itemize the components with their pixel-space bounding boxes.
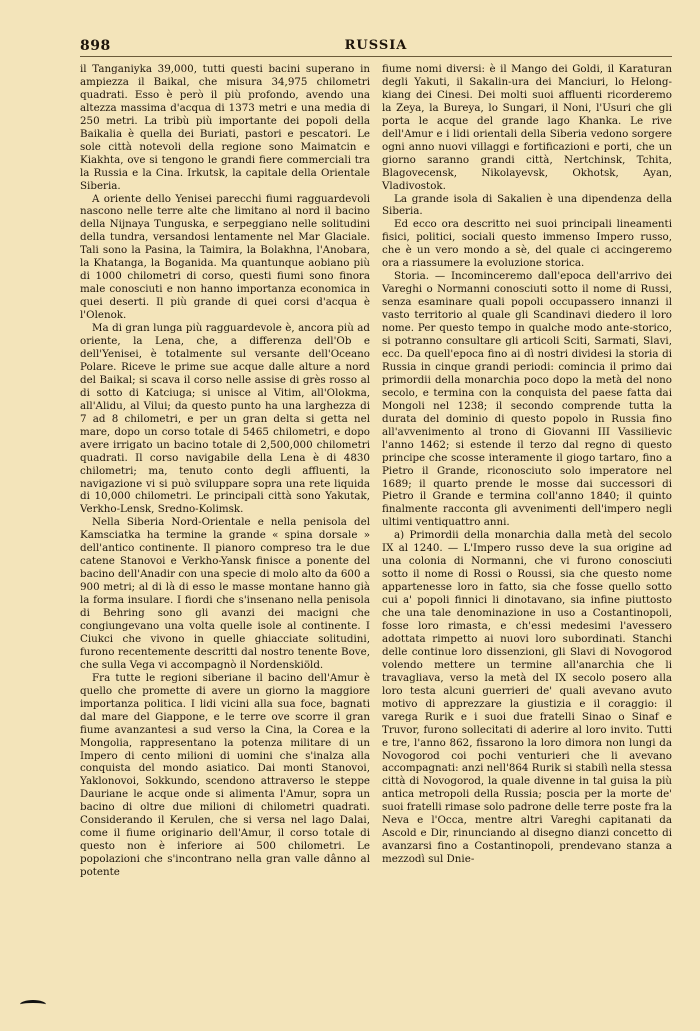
paragraph: La grande isola di Sakalien è una dipendenza della Siberia. [382, 192, 672, 218]
right-column [382, 63, 672, 998]
paragraph: Ed ecco ora descritto nei suoi principali lineamenti fisici, politici, sociali questo immenso Impero russo, che è un vero mondo a sè, del quale ci accingeremo ora a riassumere la evoluzione storica. [382, 218, 672, 270]
left-column [80, 63, 370, 998]
paragraph: a) Primordii della monarchia dalla metà del secolo IX al 1240. — L'Impero russo deve la sua origine ad una colonia di Normanni, che vi furono conosciuti sotto il nome di Rossi o Roussi, sia che questo nome appartenesse loro in fatto, sia che fosse quello sotto cui a' popoli finnici li dinotavano, sia infine piuttosto che una tale denominazione in uso a Costantinopoli, fosse loro rimasta, e ch'essi medesimi l'avessero adottata rimpetto ai nuovi loro subordinati. Stanchi delle continue loro dissenzioni, gli Slavi di Novogorod volendo mettere un termine all'anarchia che li travagliava, verso la metà del IX secolo posero alla loro testa alcuni guerrieri de' quali avevano avuto motivo di apprezzare la giustizia e il coraggio: il varega Rurik e i suoi due fratelli Sinao o Sinaf e Truvor, furono sollecitati di aderire al loro invito. Tutti e tre, l'anno 862, fissarono la loro dimora non lungi da Novogorod coi pochi venturieri che li avevano accompagnati: anzi nell'864 Rurik si stabilì nella stessa città di Novogorod, la quale divenne in tal guisa la più antica metropoli della Russia; poscia per la morte de' suoi fratelli rimase solo padrone delle terre poste fra la Neva e l'Occa, mentre altri Vareghi capitanati da Ascold e Dir, rinunciando al disegno dianzi concetto di avanzarsi fino a Costantinopoli, prendevano stanza a mezzodì sul Dnie- [382, 529, 672, 866]
paragraph: il Tanganiyka 39,000, tutti questi bacini superano in ampiezza il Baikal, che misura 34,975 chilometri quadrati. Esso è però il più profondo, avendo una altezza massima d'acqua di 1373 metri e una media di 250 metri. La tribù più importante dei popoli della Baikalia è quella dei Buriati, pastori e pescatori. Le sole città notevoli della regione sono Maimatcin e Kiakhta, ove si tengono le grandi fiere commerciali tra la Russia e la Cina. Irkutsk, la capitale della Orientale Siberia. [80, 63, 370, 192]
scan-artifact [20, 1000, 46, 1009]
text-columns [80, 63, 672, 998]
page-header [80, 36, 672, 57]
paragraph: fiume nomi diversi: è il Mango dei Goldi, il Karaturan degli Yakuti, il Sakalin-ura dei Manciuri, lo Helong-kiang dei Cinesi. Dei molti suoi affluenti ricorderemo la Zeya, la Bureya, lo Sungari, il Noni, l'Usuri che gli porta le acque del grande lago Khanka. Le rive dell'Amur e i lidi orientali della Siberia vedono sorgere ogni anno nuovi villaggi e fortificazioni e porti, che un giorno saranno grandi città, Nertchinsk, Tchita, Blagovecensk, Nikolayevsk, Okhotsk, Ayan, Vladivostok. [382, 63, 672, 192]
paragraph: Ma di gran lunga più ragguardevole è, ancora più ad oriente, la Lena, che, a differenza dell'Ob e dell'Yenisei, è totalmente sul versante dell'Oceano Polare. Riceve le prime sue acque dalle alture a nord del Baikal; si scava il corso nelle assise di grès rosso al di sotto di Katciuga; si unisce al Vitim, all'Olokma, all'Alidu, al Vilui; da questo punto ha una larghezza di 7 ad 8 chilometri, e per un gran delta si getta nel mare, dopo un corso totale di 5465 chilometri, e dopo avere irrigato un bacino totale di 2,500,000 chilometri quadrati. Il corso navigabile della Lena è di 4830 chilometri; ma, tenuto conto degli affluenti, la navigazione vi si può sviluppare sopra una rete liquida di 10,000 chilometri. Le principali città sono Yakutak, Verkho-Lensk, Sredno-Kolimsk. [80, 322, 370, 516]
paragraph: Fra tutte le regioni siberiane il bacino dell'Amur è quello che promette di avere un giorno la maggiore importanza politica. I lidi vicini alla sua foce, bagnati dal mare del Giappone, e le terre ove scorre il gran fiume avanzantesi a sud verso la Cina, la Corea e la Mongolia, rappresentano la potenza militare di un Impero di cento milioni di uomini che s'inalza alla conquista del mondo asiatico. Dai monti Stanovoi, Yaklonovoi, Sokkundo, scendono attraverso le steppe Dauriane le acque onde si alimenta l'Amur, sopra un bacino di oltre due milioni di chilometri quadrati. Considerando il Kerulen, che si versa nel lago Dalai, come il fiume originario dell'Amur, il corso totale di questo non è inferiore ai 500 chilometri. Le popolazioni che s'incontrano nella gran valle dânno al potente [80, 671, 370, 879]
paragraph: A oriente dello Yenisei parecchi fiumi ragguardevoli nascono nelle terre alte che limitano al nord il bacino della Nijnaya Tunguska, e serpeggiano nelle solitudini della tundra, versandosi lentamente nel Mar Glaciale. Tali sono la Pasina, la Taimira, la Bolakhna, l'Anobara, la Khatanga, la Boganida. Ma quantunque aobiano più di 1000 chilometri di corso, questi fiumi sono finora male conosciuti e non hanno importanza economica in quei deserti. Il più grande di quei corsi d'acqua è l'Olenok. [80, 192, 370, 322]
paragraph: Nella Siberia Nord-Orientale e nella penisola del Kamsciatka ha termine la grande « spina dorsale » dell'antico continente. Il pianoro compreso tra le due catene Stanovoi e Verkho-Yansk finisce a ponente del bacino dell'Anadir con una specie di molo alto da 600 a 900 metri; al di là di esso le masse montane hanno già la forma insulare. I fiordi che s'insenano nella penisola di Behring sono gli avanzi dei macigni che congiungevano una volta quelle isole al continente. I Ciukci che vivono in quelle ghiacciate solitudini, furono recentemente descritti dal nostro tenente Bove, che sulla Vega vi accompagnò il Nordenskiöld. [80, 516, 370, 671]
running-head: RUSSIA [344, 38, 408, 53]
page-number: 898 [80, 38, 111, 54]
paragraph: Storia. — Incominceremo dall'epoca dell'arrivo dei Vareghi o Normanni conosciuti sotto il nome di Russi, senza esaminare quali popoli occupassero innanzi il vasto territorio al quale gli Scandinavi diedero il loro nome. Per questo tempo in qualche modo ante-storico, si potranno consultare gli articoli Sciti, Sarmati, Slavi, ecc. Da quell'epoca fino ai dì nostri dividesi la storia di Russia in cinque grandi periodi: comincia il primo dai primordii della monarchia poco dopo la metà del nono secolo, e termina con la conquista del paese fatta dai Mongoli nel 1238; il secondo comprende tutta la durata del dominio di questo popolo in Russia fino all'avvenimento al trono di Giovanni III Vassilievic l'anno 1462; si estende il terzo dal regno di questo principe che scosse interamente il giogo tartaro, fino a Pietro il Grande, riconosciuto solo imperatore nel 1689; il quarto prende le mosse dai successori di Pietro il Grande e termina coll'anno 1840; il quinto finalmente racconta gli avvenimenti dell'impero negli ultimi ventiquattro anni. [382, 270, 672, 529]
